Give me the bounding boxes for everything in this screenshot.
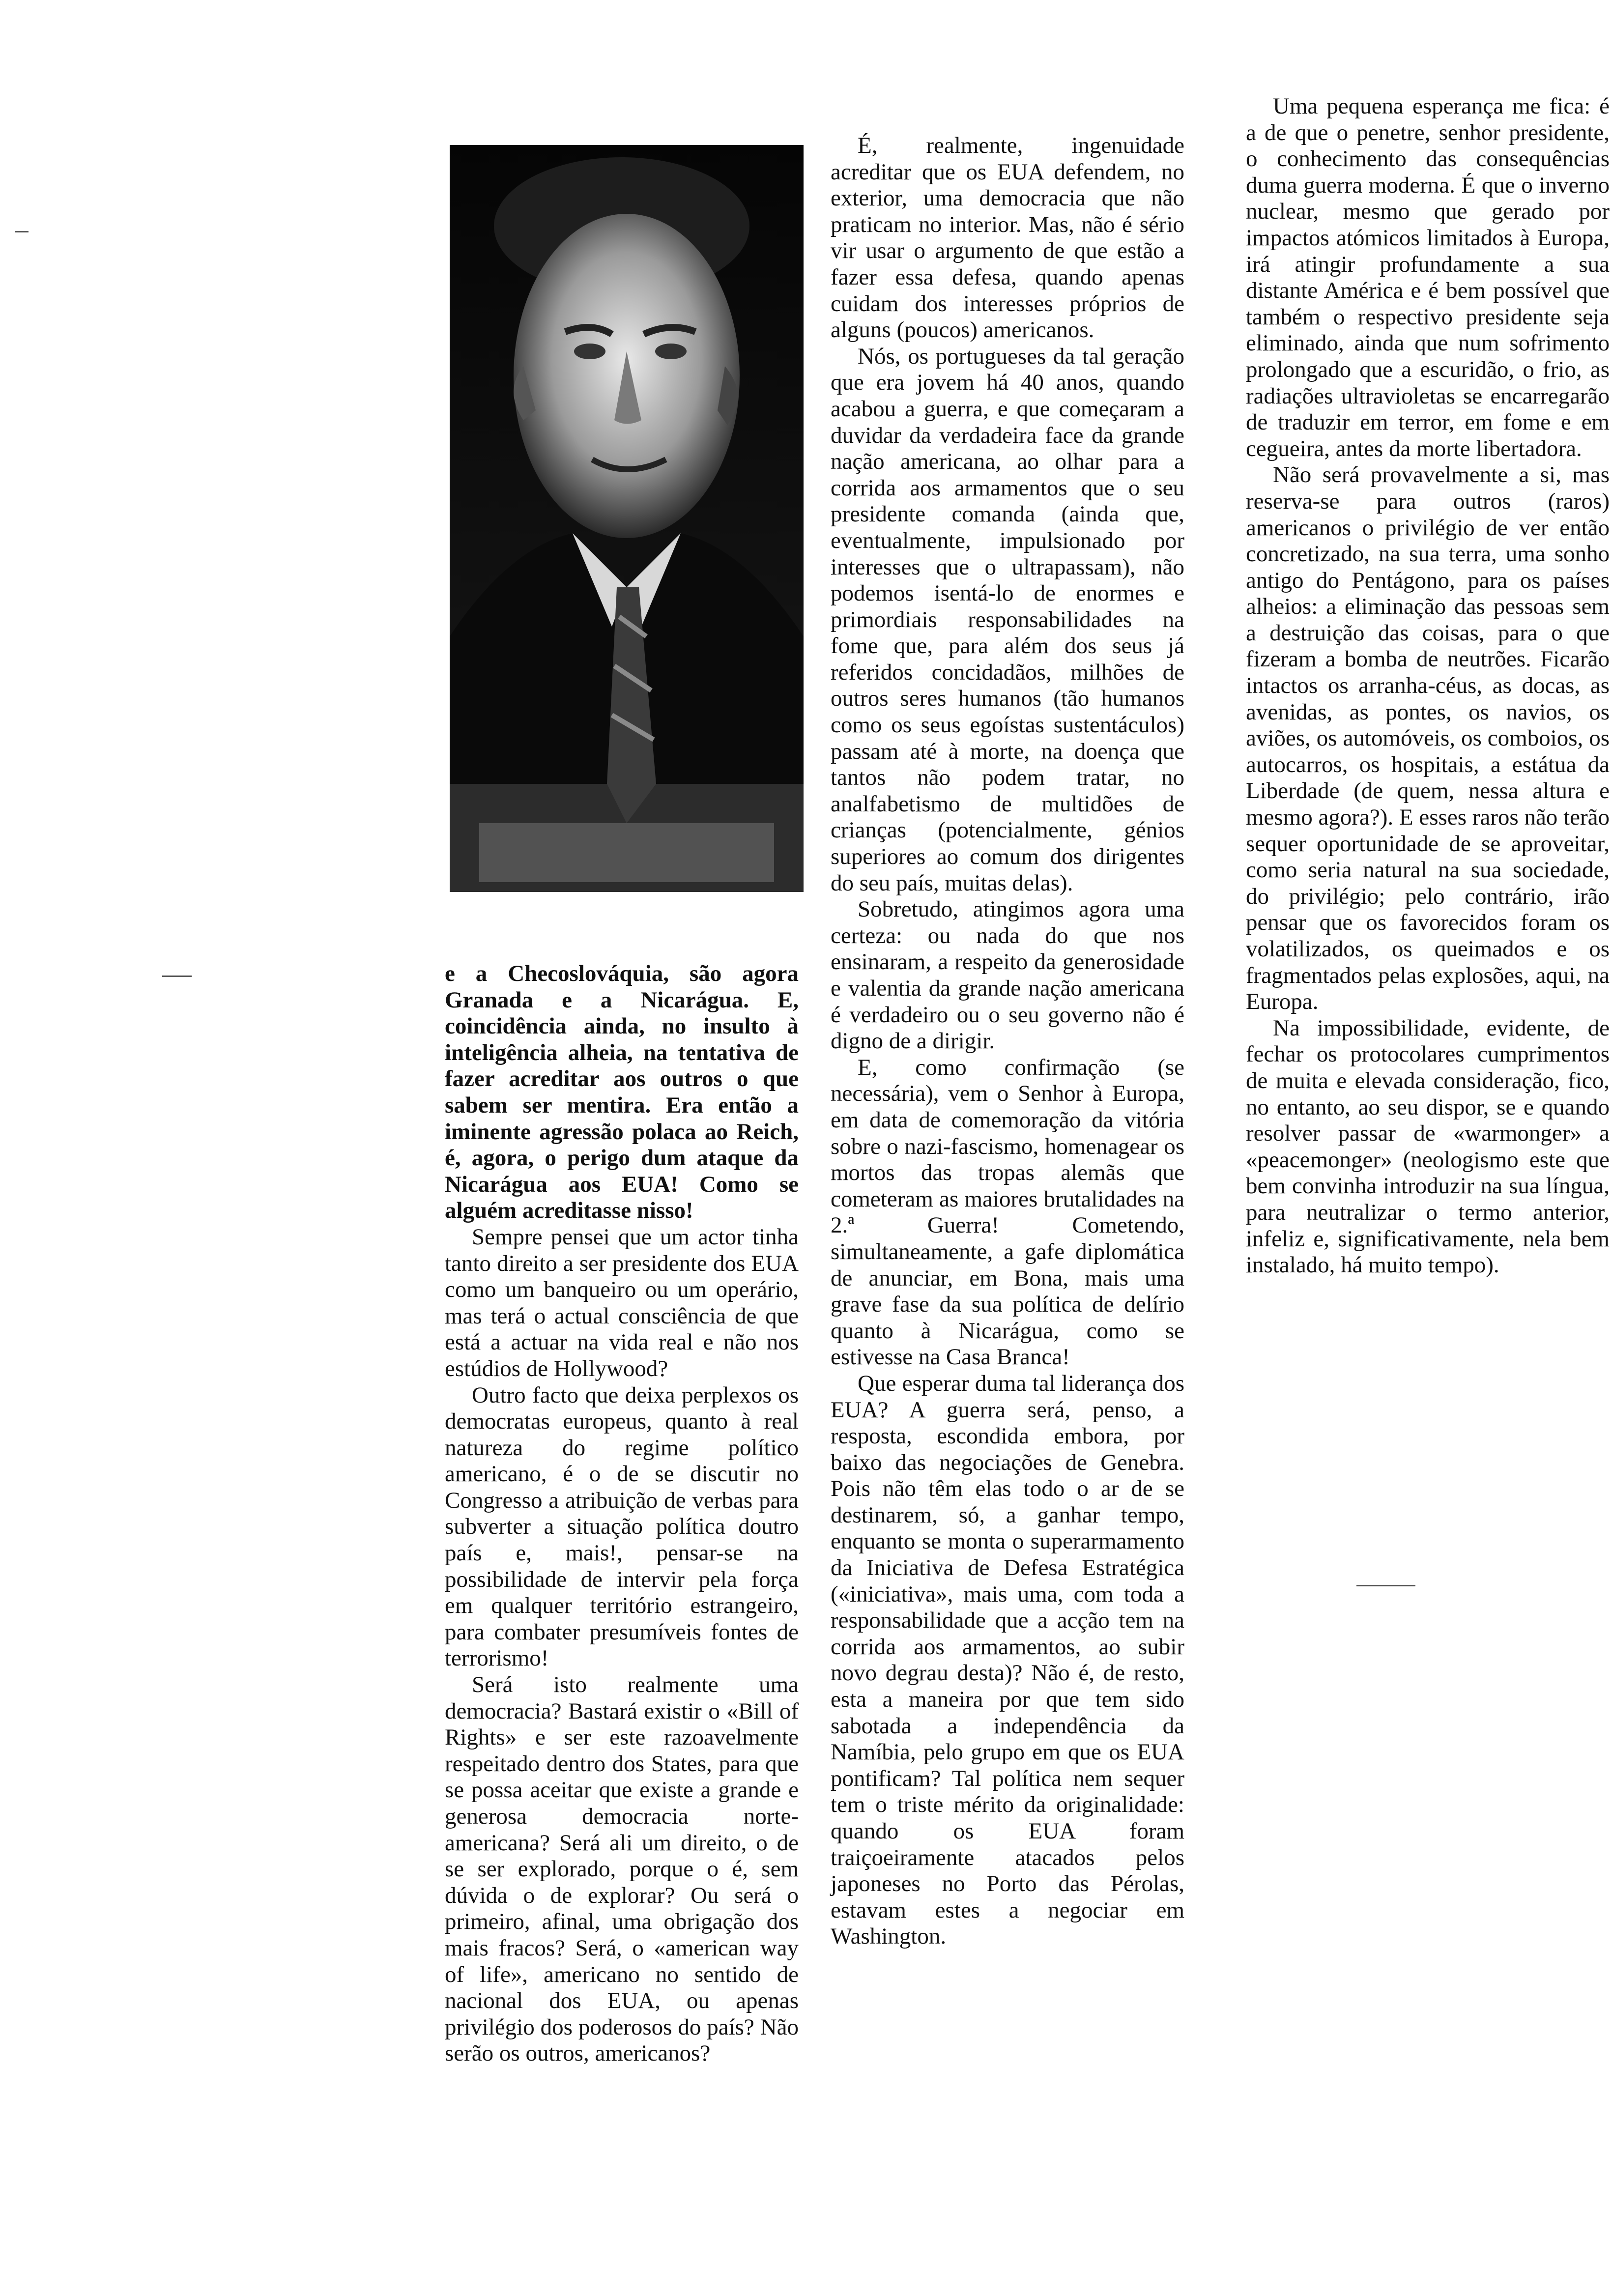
article-column-1 xyxy=(445,961,799,2067)
paragraph: Outro facto que deixa perplexos os democratas europeus, quanto à real natureza do regime político americano, é o de se discutir no Congresso a atribuição de verbas para subverter a situação política doutro país e, mais!, pensar-se na possibilidade de intervir pela força em qualquer território estrangeiro, para combater presumíveis fontes de terrorismo! xyxy=(445,1382,799,1671)
paragraph: É, realmente, ingenuidade acreditar que os EUA defendem, no exterior, uma democracia que não praticam no interior. Mas, não é sério vir usar o argumento de que estão a fazer essa defesa, quando apenas cuidam dos interesses próprios de alguns (poucos) americanos. xyxy=(831,133,1184,343)
scan-speck xyxy=(15,231,29,232)
paragraph: Nós, os portugueses da tal geração que era jovem há 40 anos, quando acabou a guerra, e que começaram a duvidar da verdadeira face da grande nação americana, ao olhar para a corrida aos armamentos que o seu presidente comanda (ainda que, eventualmente, impulsionado por interesses que o ultrapassam), não podemos isentá-lo de enormes e primordiais responsabilidades na fome que, para além dos seus já referidos concidadãos, milhões de outros seres humanos (tão humanos como os seus egoístas sustentáculos) passam até à morte, na doença que tantos não podem tratar, no analfabetismo de multidões de crianças (potencialmente, génios superiores ao comum dos dirigentes do seu país, muitas delas). xyxy=(831,343,1184,896)
paragraph: Não será provavelmente a si, mas reserva-se para outros (raros) americanos o privilégio de ver então concretizado, na sua terra, uma sonho antigo do Pentágono, para os países alheios: a eliminação das pessoas sem a destruição das coisas, para o que fizeram a bomba de neutrões. Ficarão intactos os arranha-céus, as docas, as avenidas, as pontes, os navios, os aviões, os automóveis, os comboios, os autocarros, os hospitais, a estátua da Liberdade (de quem, nessa altura e mesmo agora?). E esses raros não terão sequer oportunidade de se aproveitar, como seria natural na sua sociedade, do privilégio; pelo contrário, irão pensar que os favorecidos foram os volatilizados, os queimados e os fragmentados pelas explosões, aqui, na Europa. xyxy=(1246,462,1610,1015)
scan-speck xyxy=(162,976,192,977)
paragraph: Será isto realmente uma democracia? Bastará existir o «Bill of Rights» e ser este razoavelmente respeitado dentro dos States, para que se possa aceitar que existe a grande e generosa democracia norte-americana? Será ali um direito, o de se ser explorado, porque o é, sem dúvida o de explorar? Ou será o primeiro, afinal, uma obrigação dos mais fracos? Será, o «american way of life», americano no sentido de nacional dos EUA, ou apenas privilégio dos poderosos do país? Não serão os outros, americanos? xyxy=(445,1672,799,2066)
paragraph: e a Checoslováquia, são agora Granada e a Nicarágua. E, coincidência ainda, no insulto à inteligência alheia, na tentativa de fazer acreditar aos outros o que sabem ser mentira. Era então a iminente agressão polaca ao Reich, é, agora, o perigo dum ataque da Nicarágua aos EUA! Como se alguém acreditasse nisso! xyxy=(445,961,799,1224)
paragraph: Que esperar duma tal liderança dos EUA? A guerra será, penso, a resposta, escondida embora, por baixo das negociações de Genebra. Pois não têm elas todo o ar de se destinarem, só, a ganhar tempo, enquanto se monta o superarmamento da Iniciativa de Defesa Estratégica («iniciativa», mais uma, com toda a responsabilidade que a acção tem na corrida aos armamentos, ao subir novo degrau desta)? Não é, de resto, esta a maneira por que tem sido sabotada a independência da Namíbia, pelo grupo em que os EUA pontificam? Tal política nem sequer tem o triste mérito da originalidade: quando os EUA foram traiçoeiramente atacados pelos japoneses no Porto das Pérolas, estavam estes a negociar em Washington. xyxy=(831,1370,1184,1950)
paragraph: Na impossibilidade, evidente, de fechar os protocolares cumprimentos de muita e elevada consideração, fico, no entanto, ao seu dispor, se e quando resolver passar de «warmonger» a «peacemonger» (neologismo este que bem convinha introduzir na sua língua, para neutralizar o termo anterior, infeliz e, significativamente, nela bem instalado, há muito tempo). xyxy=(1246,1015,1610,1278)
scan-speck xyxy=(1356,1585,1415,1586)
paragraph: Sempre pensei que um actor tinha tanto direito a ser presidente dos EUA como um banqueiro ou um operário, mas terá o actual consciência de que está a actuar na vida real e não nos estúdios de Hollywood? xyxy=(445,1224,799,1381)
article-column-3 xyxy=(1246,93,1610,1279)
paragraph: E, como confirmação (se necessária), vem o Senhor à Europa, em data de comemoração da vitória sobre o nazi-fascismo, homenagear os mortos das tropas alemãs que cometeram as maiores brutalidades na 2.ª Guerra! Cometendo, simultaneamente, a gafe diplomática de anunciar, em Bona, mais uma grave fase da sua política de delírio quanto à Nicarágua, como se estivesse na Casa Branca! xyxy=(831,1054,1184,1370)
article-column-2 xyxy=(831,133,1184,1950)
portrait-photo xyxy=(450,145,804,892)
paragraph: Uma pequena esperança me fica: é a de que o penetre, senhor presidente, o conhecimento das consequências duma guerra moderna. É que o inverno nuclear, mesmo que gerado por impactos atómicos limitados à Europa, irá atingir profundamente a sua distante América e é bem possível que também o respectivo presidente seja eliminado, ainda que num sofrimento prolongado que a escuridão, o frio, as radiações ultravioletas se encarregarão de traduzir em terror, em fome e em cegueira, antes da morte libertadora. xyxy=(1246,93,1610,461)
paragraph: Sobretudo, atingimos agora uma certeza: ou nada do que nos ensinaram, a respeito da generosidade e valentia da grande nação americana é verdadeiro ou o seu governo não é digno de a dirigir. xyxy=(831,896,1184,1054)
